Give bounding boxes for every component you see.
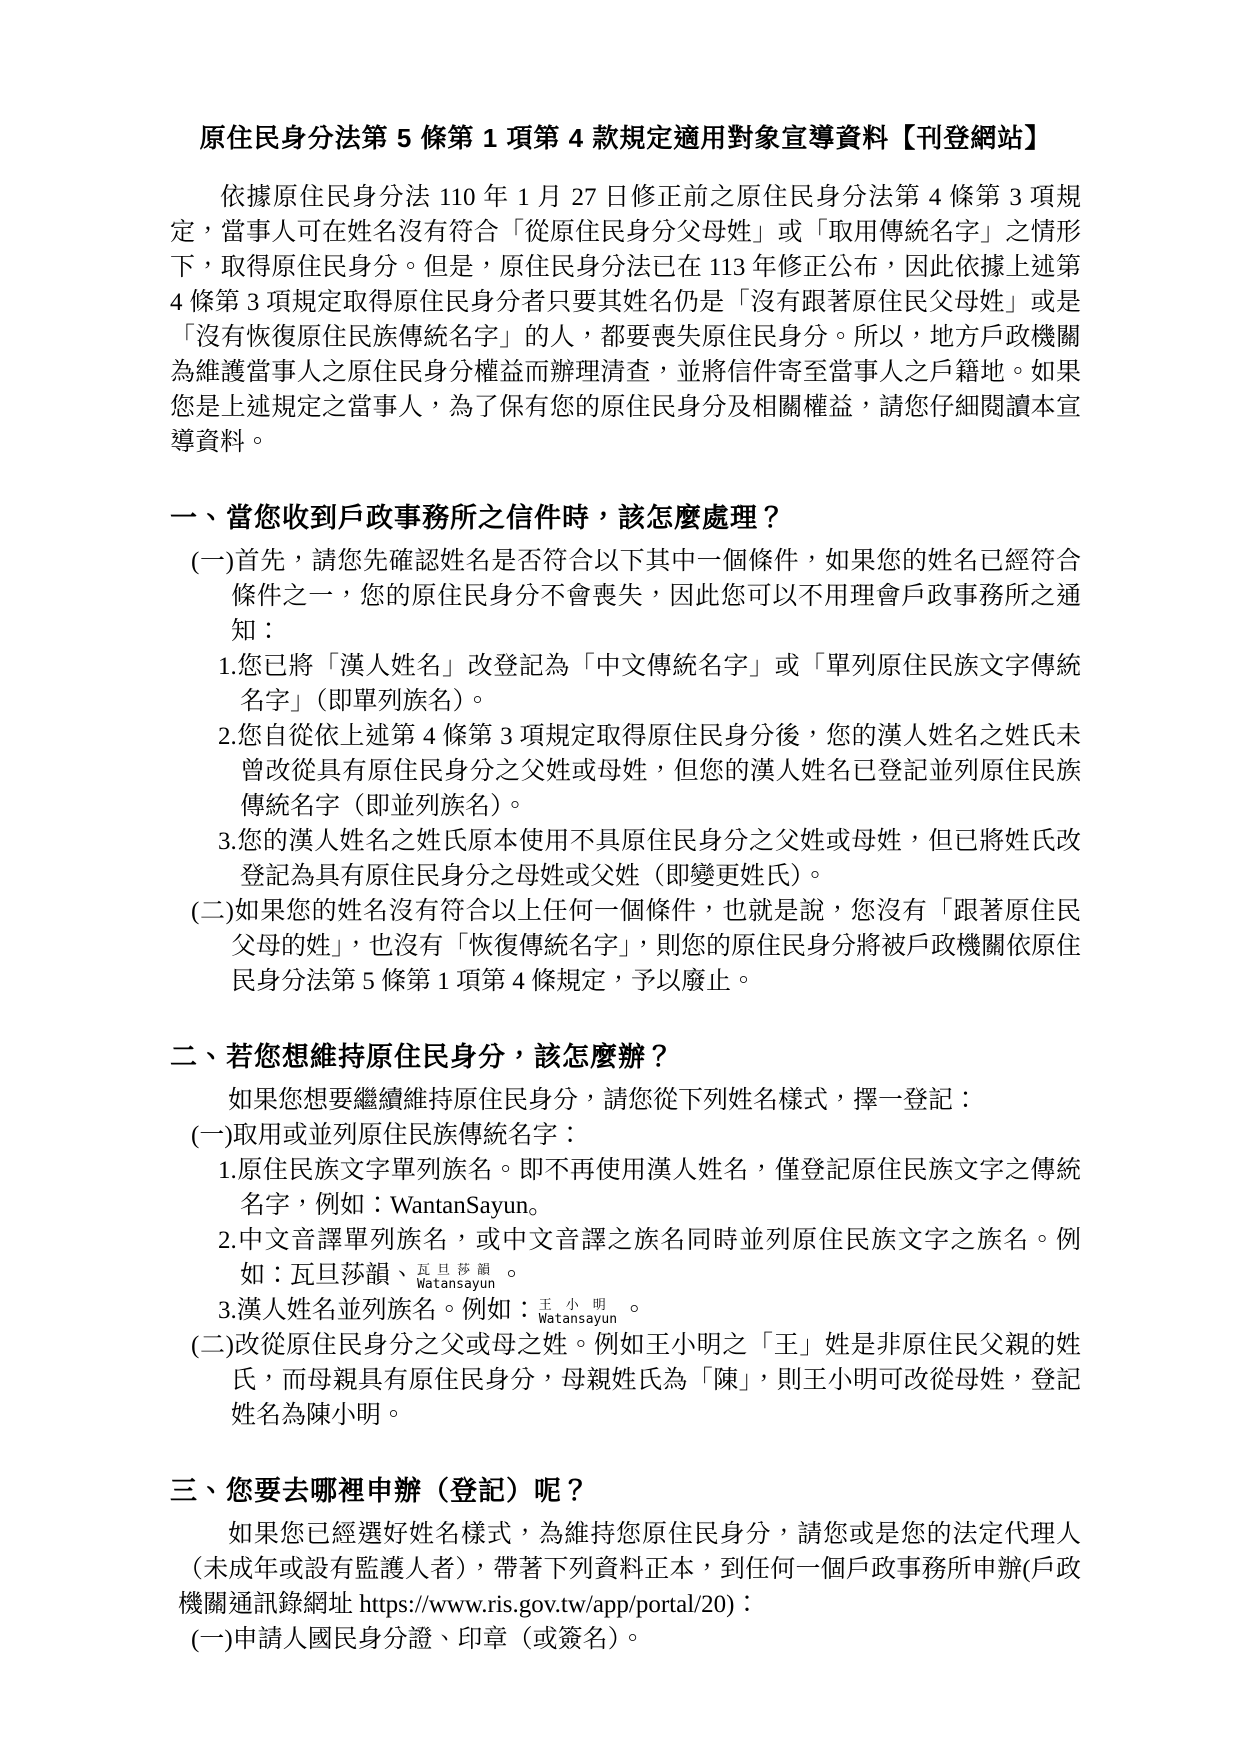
section-1-heading: 一、當您收到戶政事務所之信件時，該怎麼處理？ (170, 503, 786, 533)
list-text: 取用或並列原住民族傳統名字： (232, 1122, 583, 1149)
list-marker: (一) (191, 1122, 233, 1149)
section2-item-1 (170, 1118, 1081, 1153)
list-marker: 2. (218, 1227, 237, 1254)
stacked-name-chinese: 王小明 (538, 1296, 620, 1312)
list-marker: (二) (191, 898, 234, 925)
section1-item-1-sub-2 (170, 719, 1081, 824)
section2-item-1-sub-3 (170, 1293, 1081, 1328)
list-text: 改從原住民身分之父或母之姓。例如王小明之「王」姓是非原住民父親的姓氏，而母親具有原住民身分，母親姓氏為「陳」，則王小明可改從母姓，登記姓名為陳小明。 (231, 1332, 1081, 1429)
section2-item-1-sub-2 (170, 1223, 1081, 1293)
list-marker: (一) (191, 1626, 233, 1653)
stacked-name-chinese: 瓦旦莎韻 (417, 1261, 498, 1277)
list-text: 。 (499, 1262, 525, 1289)
document-title: 原住民身分法第 5 條第 1 項第 4 款規定適用對象宣導資料【刊登網站】 (199, 123, 1052, 153)
list-marker: 2. (218, 723, 237, 750)
section3-item-1 (170, 1622, 1081, 1657)
stacked-name-example (539, 1298, 620, 1327)
list-text: 您的漢人姓名之姓氏原本使用不具原住民身分之父姓或母姓，但已將姓氏改登記為具有原住民身分之母姓或父姓（即變更姓氏）。 (236, 828, 1081, 890)
section-2-heading: 二、若您想維持原住民身分，該怎麼辦？ (170, 1042, 674, 1072)
list-text: 中文音譯單列族名，或中文音譯之族名同時並列原住民族文字之族名。例如：瓦旦莎韻、 (236, 1227, 1081, 1289)
list-marker: 3. (218, 1297, 237, 1324)
list-text: 如果您的姓名沒有符合以上任何一個條件，也就是說，您沒有「跟著原住民父母的姓」，也沒有「恢復傳統名字」，則您的原住民身分將被戶政機關依原住民身分法第 5 條第 1 項第 4 條規定，予以廢止。 (231, 898, 1082, 995)
section-3-heading: 三、您要去哪裡申辦（登記）呢？ (170, 1476, 590, 1506)
section1-item-1 (170, 544, 1081, 649)
list-text: 首先，請您先確認姓名是否符合以下其中一個條件，如果您的姓名已經符合條件之一，您的原住民身分不會喪失，因此您可以不用理會戶政事務所之通知： (231, 548, 1081, 645)
list-marker: (一) (191, 548, 234, 575)
list-text: 您自從依上述第 4 條第 3 項規定取得原住民身分後，您的漢人姓名之姓氏未曾改從具有原住民身分之父姓或母姓，但您的漢人姓名已登記並列原住民族傳統名字（即並列族名）。 (236, 723, 1081, 820)
stacked-name-example (417, 1263, 497, 1292)
section1-item-2 (170, 894, 1081, 999)
list-text: 您已將「漢人姓名」改登記為「中文傳統名字」或「單列原住民族文字傳統名字」（即單列族名）。 (236, 653, 1081, 715)
list-marker: 1. (218, 1157, 237, 1184)
stacked-name-romanized: Watansayun (538, 1311, 618, 1327)
section2-item-2 (170, 1328, 1081, 1433)
list-marker: (二) (191, 1332, 234, 1359)
list-text: 漢人姓名並列族名。例如： (236, 1297, 537, 1324)
section2-intro: 如果您想要繼續維持原住民身分，請您從下列姓名樣式，擇一登記： (228, 1087, 979, 1114)
list-text: 。 (621, 1297, 647, 1324)
list-marker: 3. (218, 828, 237, 855)
list-text: 申請人國民身分證、印章（或簽名）。 (232, 1626, 646, 1653)
section3-intro: 如果您已經選好姓名樣式，為維持您原住民身分，請您或是您的法定代理人（未成年或設有監護人者），帶著下列資料正本，到任何一個戶政事務所申辦(戶政機關通訊錄網址 https://www.ris.gov.tw/app/portal/20)： (178, 1521, 1081, 1618)
list-marker: 1. (218, 653, 237, 680)
section1-item-1-sub-1 (170, 649, 1081, 719)
intro-paragraph: 依據原住民身分法 110 年 1 月 27 日修正前之原住民身分法第 4 條第 3 項規定，當事人可在姓名沒有符合「從原住民身分父母姓」或「取用傳統名字」之情形下，取得原住民身分。但是，原住民身分法已在 113 年修正公布，因此依據上述第 4 條第 3 項規定取得原住民身分者只要其姓名仍是「沒有跟著原住民父母姓」或是「沒有恢復原住民族傳統名字」的人，都要喪失原住民身分。所以，地方戶政機關為維護當事人之原住民身分權益而辦理清查，並將信件寄至當事人之戶籍地。如果您是上述規定之當事人，為了保有您的原住民身分及相關權益，請您仔細閱讀本宣導資料。 (170, 184, 1081, 456)
list-text: 原住民族文字單列族名。即不再使用漢人姓名，僅登記原住民族文字之傳統名字，例如：WantanSayun。 (236, 1157, 1081, 1219)
section2-item-1-sub-1 (170, 1153, 1081, 1223)
section1-item-1-sub-3 (170, 824, 1081, 894)
stacked-name-romanized: Watansayun (417, 1276, 496, 1292)
